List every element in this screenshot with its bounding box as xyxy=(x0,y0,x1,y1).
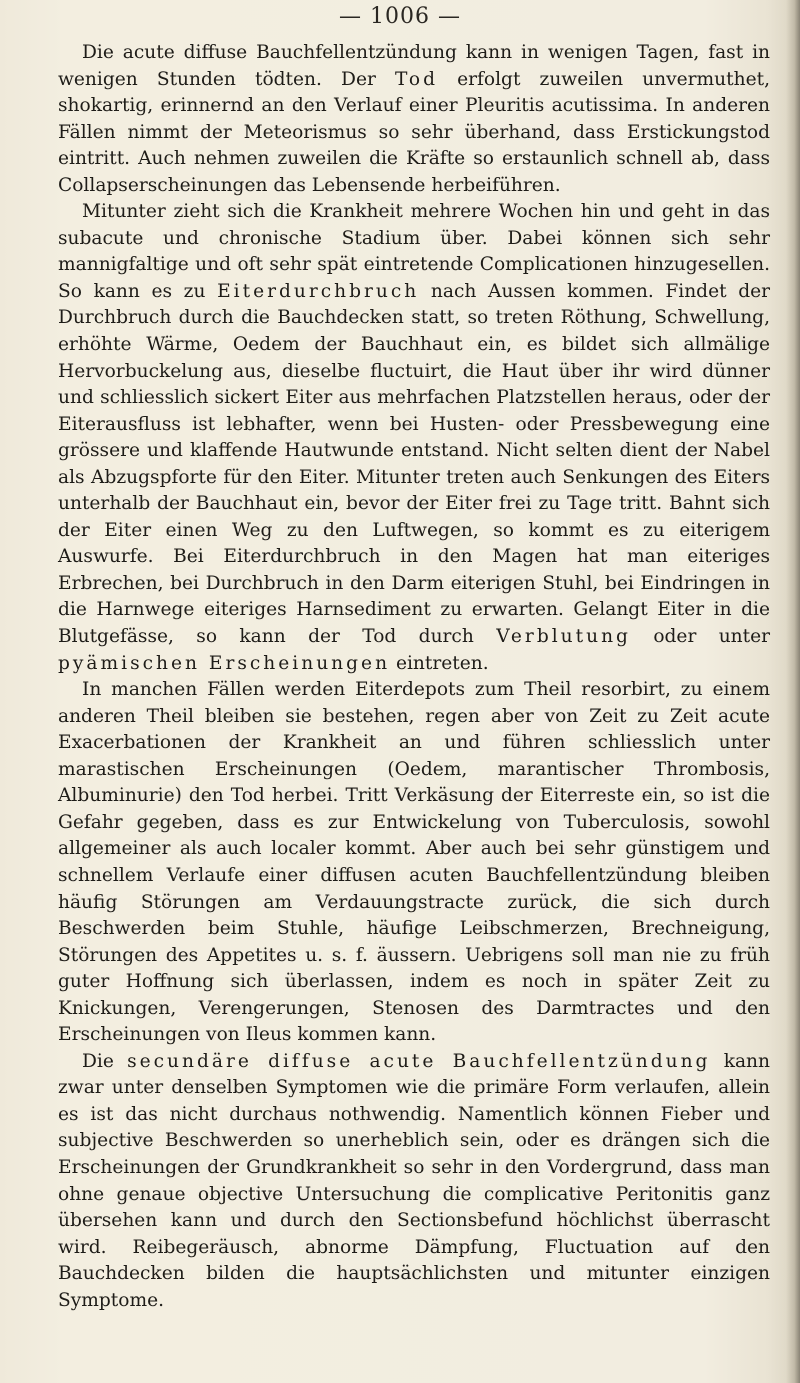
emphasis-text: secundäre diffuse acute Bauchfellentzündung xyxy=(127,1050,711,1072)
page-edge-shadow xyxy=(786,0,800,1383)
paragraph-1 xyxy=(58,40,770,199)
text-segment: erfolgt zuweilen unvermuthet, shokartig, erinnernd an den Verlauf einer Pleuritis acutissima. In anderen Fällen nimmt der Meteorismus so sehr überhand, dass Erstickungstod eintritt. Auch nehmen zuweilen die Kräfte so erstaunlich schnell ab, dass Collapserscheinungen das Lebensende herbeiführen. xyxy=(58,68,770,196)
text-segment: eintreten. xyxy=(390,652,489,674)
text-segment: Die xyxy=(82,1050,128,1072)
paragraph-3 xyxy=(58,677,770,1049)
emphasis-text: Tod xyxy=(394,68,439,90)
paragraph-4 xyxy=(58,1049,770,1314)
emphasis-text: pyämischen Erscheinungen xyxy=(58,652,391,674)
emphasis-text: Eiterdurchbruch xyxy=(217,280,420,302)
text-segment: Die acute diffuse Bauchfellentzündung kann in wenigen Tagen, fast in wenigen Stunden tödten. Der xyxy=(58,42,770,90)
text-segment: In manchen Fällen werden Eiterdepots zum Theil resorbirt, zu einem anderen Theil bleiben sie bestehen, regen aber von Zeit zu Zeit acute Exacerbationen der Krankheit an und führen schliesslich unter marastischen Erscheinungen (Oedem, marantischer Thrombosis, Albuminurie) den Tod herbei. Tritt Verkäsung der Eiterreste ein, so ist die Gefahr gegeben, dass es zur Entwickelung von Tuberculosis, sowohl allgemeiner als auch localer kommt. Aber auch bei sehr günstigem und schnellem Verlaufe einer diffusen acuten Bauchfellentzündung bleiben häufig Störungen am Verdauungstracte zurück, die sich durch Beschwerden beim Stuhle, häufige Leibschmerzen, Brechneigung, Störungen des Appetites u. s. f. äussern. Uebrigens soll man nie zu früh guter Hoffnung sich überlassen, indem es noch in später Zeit zu Knickungen, Verengerungen, Stenosen des Darmtractes und den Erscheinungen von Ileus kommen kann. xyxy=(58,679,770,1046)
page-body xyxy=(58,40,770,1314)
text-segment: nach Aussen kommen. Findet der Durchbruch durch die Bauchdecken statt, so treten Röthung, Schwellung, erhöhte Wärme, Oedem der Bauchhaut ein, es bildet sich allmälige Hervorbuckelung aus, dieselbe fluctuirt, die Haut über ihr wird dünner und schliesslich sickert Eiter aus mehrfachen Platzstellen heraus, oder der Eiterausfluss ist lebhafter, wenn bei Husten- oder Pressbewegung eine grössere und klaffende Hautwunde entstand. Nicht selten dient der Nabel als Abzugspforte für den Eiter. Mitunter treten auch Senkungen des Eiters unterhalb der Bauchhaut ein, bevor der Eiter frei zu Tage tritt. Bahnt sich der Eiter einen Weg zu den Luftwegen, so kommt es zu eiterigem Auswurfe. Bei Eiterdurchbruch in den Magen hat man eiteriges Erbrechen, bei Durchbruch in den Darm eiterigen Stuhl, bei Eindringen in die Harnwege eiteriges Harnsediment zu erwarten. Gelangt Eiter in die Blutgefässe, so kann der Tod durch xyxy=(58,280,770,648)
paragraph-2 xyxy=(58,199,770,677)
text-segment: oder unter xyxy=(630,626,771,648)
text-segment: Mitunter zieht sich die Krankheit mehrere Wochen hin und geht in das subacute und chronische Stadium über. Dabei können sich sehr mannigfaltige und oft sehr spät eintretende Complicationen hinzugesellen. So kann es zu xyxy=(58,201,770,302)
emphasis-text: Verblutung xyxy=(496,626,631,648)
text-segment: kann zwar unter denselben Symptomen wie die primäre Form verlaufen, allein es ist das nicht durchaus nothwendig. Namentlich können Fieber und subjective Beschwerden so unerheblich sein, oder es drängen sich die Erscheinungen der Grundkrankheit so sehr in den Vordergrund, dass man ohne genaue objective Untersuchung die complicative Peritonitis ganz übersehen kann und durch den Sectionsbefund höchlichst überrascht wird. Reibegeräusch, abnorme Dämpfung, Fluctuation auf den Bauchdecken bilden die hauptsächlichsten und mitunter einzigen Symptome. xyxy=(58,1050,770,1311)
page-number: — 1006 — xyxy=(339,4,461,29)
